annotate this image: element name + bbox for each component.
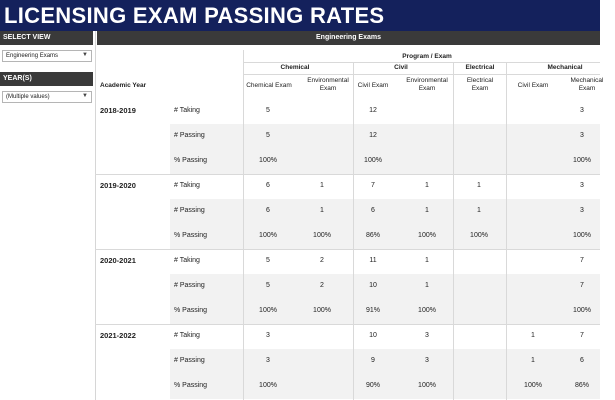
metric-label: # Taking (174, 332, 200, 339)
table-cell: 5 (266, 257, 270, 264)
metric-label: # Passing (174, 357, 205, 364)
table-cell: 86% (574, 382, 589, 389)
metric-label: % Passing (174, 307, 208, 314)
header-divider (243, 74, 600, 75)
table-banner: Engineering Exams (97, 31, 600, 45)
table-cell: 5 (266, 107, 270, 114)
table-cell: 100% (418, 307, 436, 314)
table-cell: 100% (259, 232, 277, 239)
table-cell: 1 (531, 357, 535, 364)
table-cell: 100% (313, 307, 331, 314)
crosstab-table (95, 31, 604, 400)
header-divider (243, 62, 600, 63)
page-title: LICENSING EXAM PASSING RATES (4, 3, 385, 28)
table-cell: 6 (266, 207, 270, 214)
year-divider (95, 324, 600, 325)
table-cell: 100% (470, 232, 488, 239)
table-cell: 3 (580, 182, 584, 189)
table-cell: 1 (477, 207, 481, 214)
table-cell: 6 (266, 182, 270, 189)
academic-year-label: 2019-2020 (100, 181, 136, 190)
table-cell: 2 (320, 257, 324, 264)
table-cell: 1 (425, 282, 429, 289)
table-cell: 12 (369, 132, 377, 139)
metric-label: # Taking (174, 257, 200, 264)
table-cell: 100% (524, 382, 542, 389)
select-view-dropdown[interactable] (2, 50, 92, 62)
metric-label: # Passing (174, 132, 205, 139)
table-cell: 3 (425, 357, 429, 364)
select-view-value: Engineering Exams (6, 53, 59, 59)
metric-label: # Taking (174, 107, 200, 114)
table-cell: 1 (425, 207, 429, 214)
table-cell: 7 (580, 257, 584, 264)
table-cell: 7 (580, 282, 584, 289)
metric-label: # Passing (174, 282, 205, 289)
table-cell: 12 (369, 107, 377, 114)
exam-header: Chemical Exam (246, 82, 292, 89)
table-cell: 3 (580, 207, 584, 214)
table-cell: 3 (580, 107, 584, 114)
title-banner (0, 0, 600, 31)
exam-header: Civil Exam (517, 82, 549, 89)
years-label: YEAR(S) (0, 72, 93, 86)
table-cell: 1 (477, 182, 481, 189)
table-cell: 10 (369, 332, 377, 339)
table-cell: 100% (573, 307, 591, 314)
metric-label: # Taking (174, 182, 200, 189)
academic-year-label: 2018-2019 (100, 106, 136, 115)
table-cell: 3 (266, 357, 270, 364)
table-cell: 90% (365, 382, 380, 389)
table-cell: 100% (573, 232, 591, 239)
table-cell: 86% (365, 232, 380, 239)
years-value: (Multiple values) (6, 94, 50, 100)
table-cell: 5 (266, 282, 270, 289)
table-cell: 1 (320, 182, 324, 189)
table-cell: 6 (371, 207, 375, 214)
table-cell: 2 (320, 282, 324, 289)
table-cell: 100% (259, 307, 277, 314)
table-cell: 1 (320, 207, 324, 214)
table-cell: 100% (259, 157, 277, 164)
table-cell: 100% (259, 382, 277, 389)
table-cell: 100% (418, 382, 436, 389)
table-cell: 100% (364, 157, 382, 164)
table-cell: 11 (369, 257, 377, 264)
column-divider (243, 50, 244, 400)
academic-year-header: Academic Year (100, 82, 147, 89)
table-cell: 3 (266, 332, 270, 339)
exam-header: Environmental Exam (307, 77, 349, 92)
exam-header: Civil Exam (357, 82, 389, 89)
chevron-down-icon: ▼ (82, 52, 88, 58)
program-electrical: Electrical (465, 64, 495, 71)
table-cell: 6 (580, 357, 584, 364)
year-divider (95, 249, 600, 250)
chevron-down-icon: ▼ (82, 93, 88, 99)
metric-label: % Passing (174, 157, 208, 164)
academic-year-label: 2021-2022 (100, 331, 136, 340)
table-cell: 1 (531, 332, 535, 339)
table-cell: 1 (425, 257, 429, 264)
table-cell: 3 (580, 132, 584, 139)
program-mechanical: Mechanical (547, 64, 583, 71)
table-cell: 100% (418, 232, 436, 239)
table-cell: 100% (573, 157, 591, 164)
column-divider (506, 62, 507, 400)
table-cell: 7 (580, 332, 584, 339)
filter-sidebar (0, 31, 95, 400)
exam-header: Electrical Exam (466, 77, 494, 92)
select-view-label: SELECT VIEW (0, 31, 93, 45)
table-cell: 1 (425, 182, 429, 189)
table-cell: 5 (266, 132, 270, 139)
table-cell: 3 (425, 332, 429, 339)
table-cell: 100% (313, 232, 331, 239)
table-cell: 7 (371, 182, 375, 189)
program-civil: Civil (394, 64, 408, 71)
exam-header: Mechanical Exam (570, 77, 604, 92)
metric-label: % Passing (174, 382, 208, 389)
table-cell: 91% (365, 307, 380, 314)
years-dropdown[interactable] (2, 91, 92, 103)
table-cell: 10 (369, 282, 377, 289)
column-divider (453, 62, 454, 400)
metric-label: # Passing (174, 207, 205, 214)
academic-year-label: 2020-2021 (100, 256, 136, 265)
program-chemical: Chemical (280, 64, 310, 71)
metric-label: % Passing (174, 232, 208, 239)
program-exam-header: Program / Exam (402, 53, 452, 60)
table-cell: 9 (371, 357, 375, 364)
column-divider (353, 62, 354, 400)
exam-header: Environmental Exam (406, 77, 448, 92)
year-divider (95, 174, 600, 175)
